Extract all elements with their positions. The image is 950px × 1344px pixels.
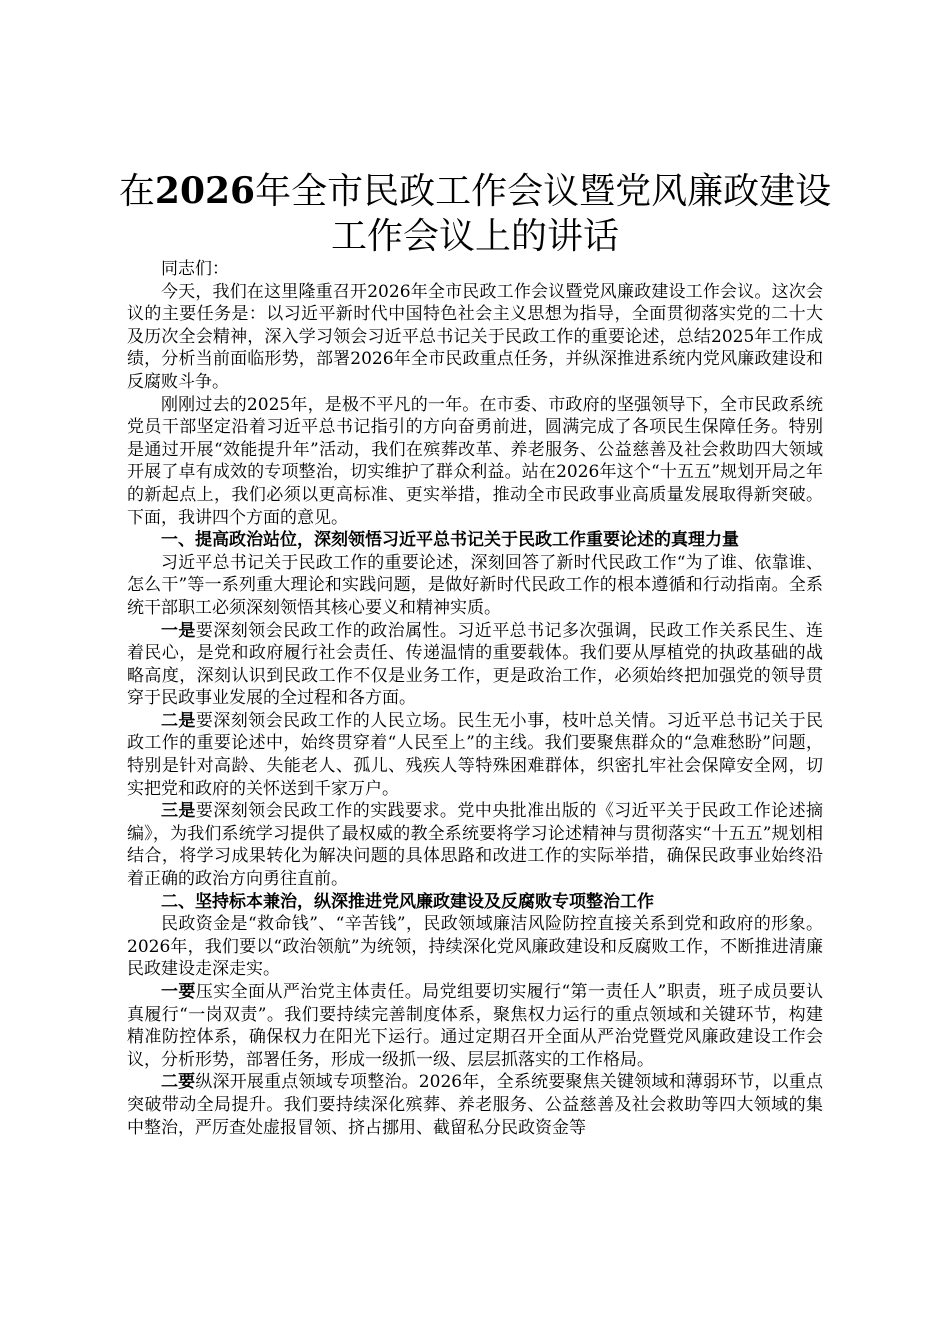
section-2-heading: 二、坚持标本兼治，纵深推进党风廉政建设及反腐败专项整治工作 [161, 891, 654, 912]
title-year: 2026 [154, 170, 256, 212]
section-1-intro: 习近平总书记关于民政工作的重要论述，深刻回答了新时代民政工作“为了谁、依靠谁、怎么干”等一系列重大理论和实践问题，是做好新时代民政工作的根本遵循和行动指南。全系统干部职工必须深刻领悟其核心要义和精神实质。 [127, 552, 823, 618]
document-body [127, 258, 823, 1139]
review-paragraph: 刚刚过去的2025年，是极不平凡的一年。在市委、市政府的坚强领导下，全市民政系统党员干部坚定沿着习近平总书记指引的方向奋勇前进，圆满完成了各项民生保障任务。特别是通过开展“效能提升年”活动，我们在殡葬改革、养老服务、公益慈善及社会救助四大领域开展了卓有成效的专项整治，切实维护了群众利益。站在2026年这个“十五五”规划开局之年的新起点上，我们必须以更高标准、更实举措，推动全市民政事业高质量发展取得新突破。下面，我讲四个方面的意见。 [127, 394, 823, 528]
section-1-heading: 一、提高政治站位，深刻领悟习近平总书记关于民政工作重要论述的真理力量 [161, 530, 739, 551]
point-lead: 一要 [161, 982, 196, 1002]
section-1-point-3 [127, 800, 823, 890]
point-text: 要深刻领会民政工作的实践要求。党中央批准出版的《习近平关于民政工作论述摘编》，为我们系统学习提供了最权威的教全系统要将学习论述精神与贯彻落实“十五五”规划相结合，将学习成果转化为解决问题的具体思路和改进工作的实际举措，确保民政事业始终沿着正确的政治方向勇往直前。 [127, 801, 824, 890]
point-text: 纵深开展重点领域专项整治。2026年，全系统要聚焦关键领域和薄弱环节，以重点突破带动全局提升。我们要持续深化殡葬、养老服务、公益慈善及社会救助等四大领域的集中整治，严厉查处虚报冒领、挤占挪用、截留私分民政资金等 [127, 1072, 823, 1138]
intro-paragraph: 今天，我们在这里隆重召开2026年全市民政工作会议暨党风廉政建设工作会议。这次会议的主要任务是：以习近平新时代中国特色社会主义思想为指导，全面贯彻落实党的二十大及历次全会精神，深入学习领会习近平总书记关于民政工作的重要论述，总结2025年工作成绩，分析当前面临形势，部署2026年全市民政重点任务，并纵深推进系统内党风廉政建设和反腐败斗争。 [127, 281, 823, 392]
point-lead: 二要 [161, 1072, 196, 1093]
document-title-line-2: 工作会议上的讲话 [330, 216, 619, 257]
point-lead: 三是 [161, 801, 196, 822]
greeting: 同志们： [161, 259, 229, 279]
section-1-point-2 [127, 710, 823, 800]
title-prefix: 在 [118, 171, 155, 212]
point-lead: 二是 [161, 710, 196, 731]
point-lead: 一是 [161, 620, 196, 641]
section-2-point-2 [127, 1071, 823, 1139]
point-text: 要深刻领会民政工作的人民立场。民生无小事，枝叶总关情。习近平总书记关于民政工作的重要论述中，始终贯穿着“人民至上”的主线。我们要聚焦群众的“急难愁盼”问题，特别是针对高龄、失能老人、孤儿、残疾人等特殊困难群体，织密扎牢社会保障安全网，切实把党和政府的关怀送到千家万户。 [127, 710, 824, 799]
section-2-intro: 民政资金是“救命钱”、“辛苦钱”，民政领域廉洁风险防控直接关系到党和政府的形象。2026年，我们要以“政治领航”为统领，持续深化党风廉政建设和反腐败工作，不断推进清廉民政建设走深走实。 [127, 914, 823, 980]
point-text: 要深刻领会民政工作的政治属性。习近平总书记多次强调，民政工作关系民生、连着民心，是党和政府履行社会责任、传递温情的重要载体。我们要从厚植党的执政基础的战略高度，深刻认识到民政工作不仅是业务工作，更是政治工作，必须始终把加强党的领导贯穿于民政事业发展的全过程和各方面。 [127, 620, 824, 709]
section-1-point-1 [127, 620, 823, 710]
section-2-point-1 [127, 981, 823, 1071]
title-suffix: 年全市民政工作会议暨党风廉政建设 [255, 171, 832, 212]
point-text: 压实全面从严治党主体责任。局党组要切实履行“第一责任人”职责，班子成员要认真履行“一岗双责”。我们要持续完善制度体系，聚焦权力运行的重点领域和关键环节，构建精准防控体系，确保权力在阳光下运行。通过定期召开全面从严治党暨党风廉政建设工作会议，分析形势，部署任务，形成一级抓一级、层层抓落实的工作格局。 [127, 982, 823, 1070]
document-title-line-1 [100, 168, 850, 215]
